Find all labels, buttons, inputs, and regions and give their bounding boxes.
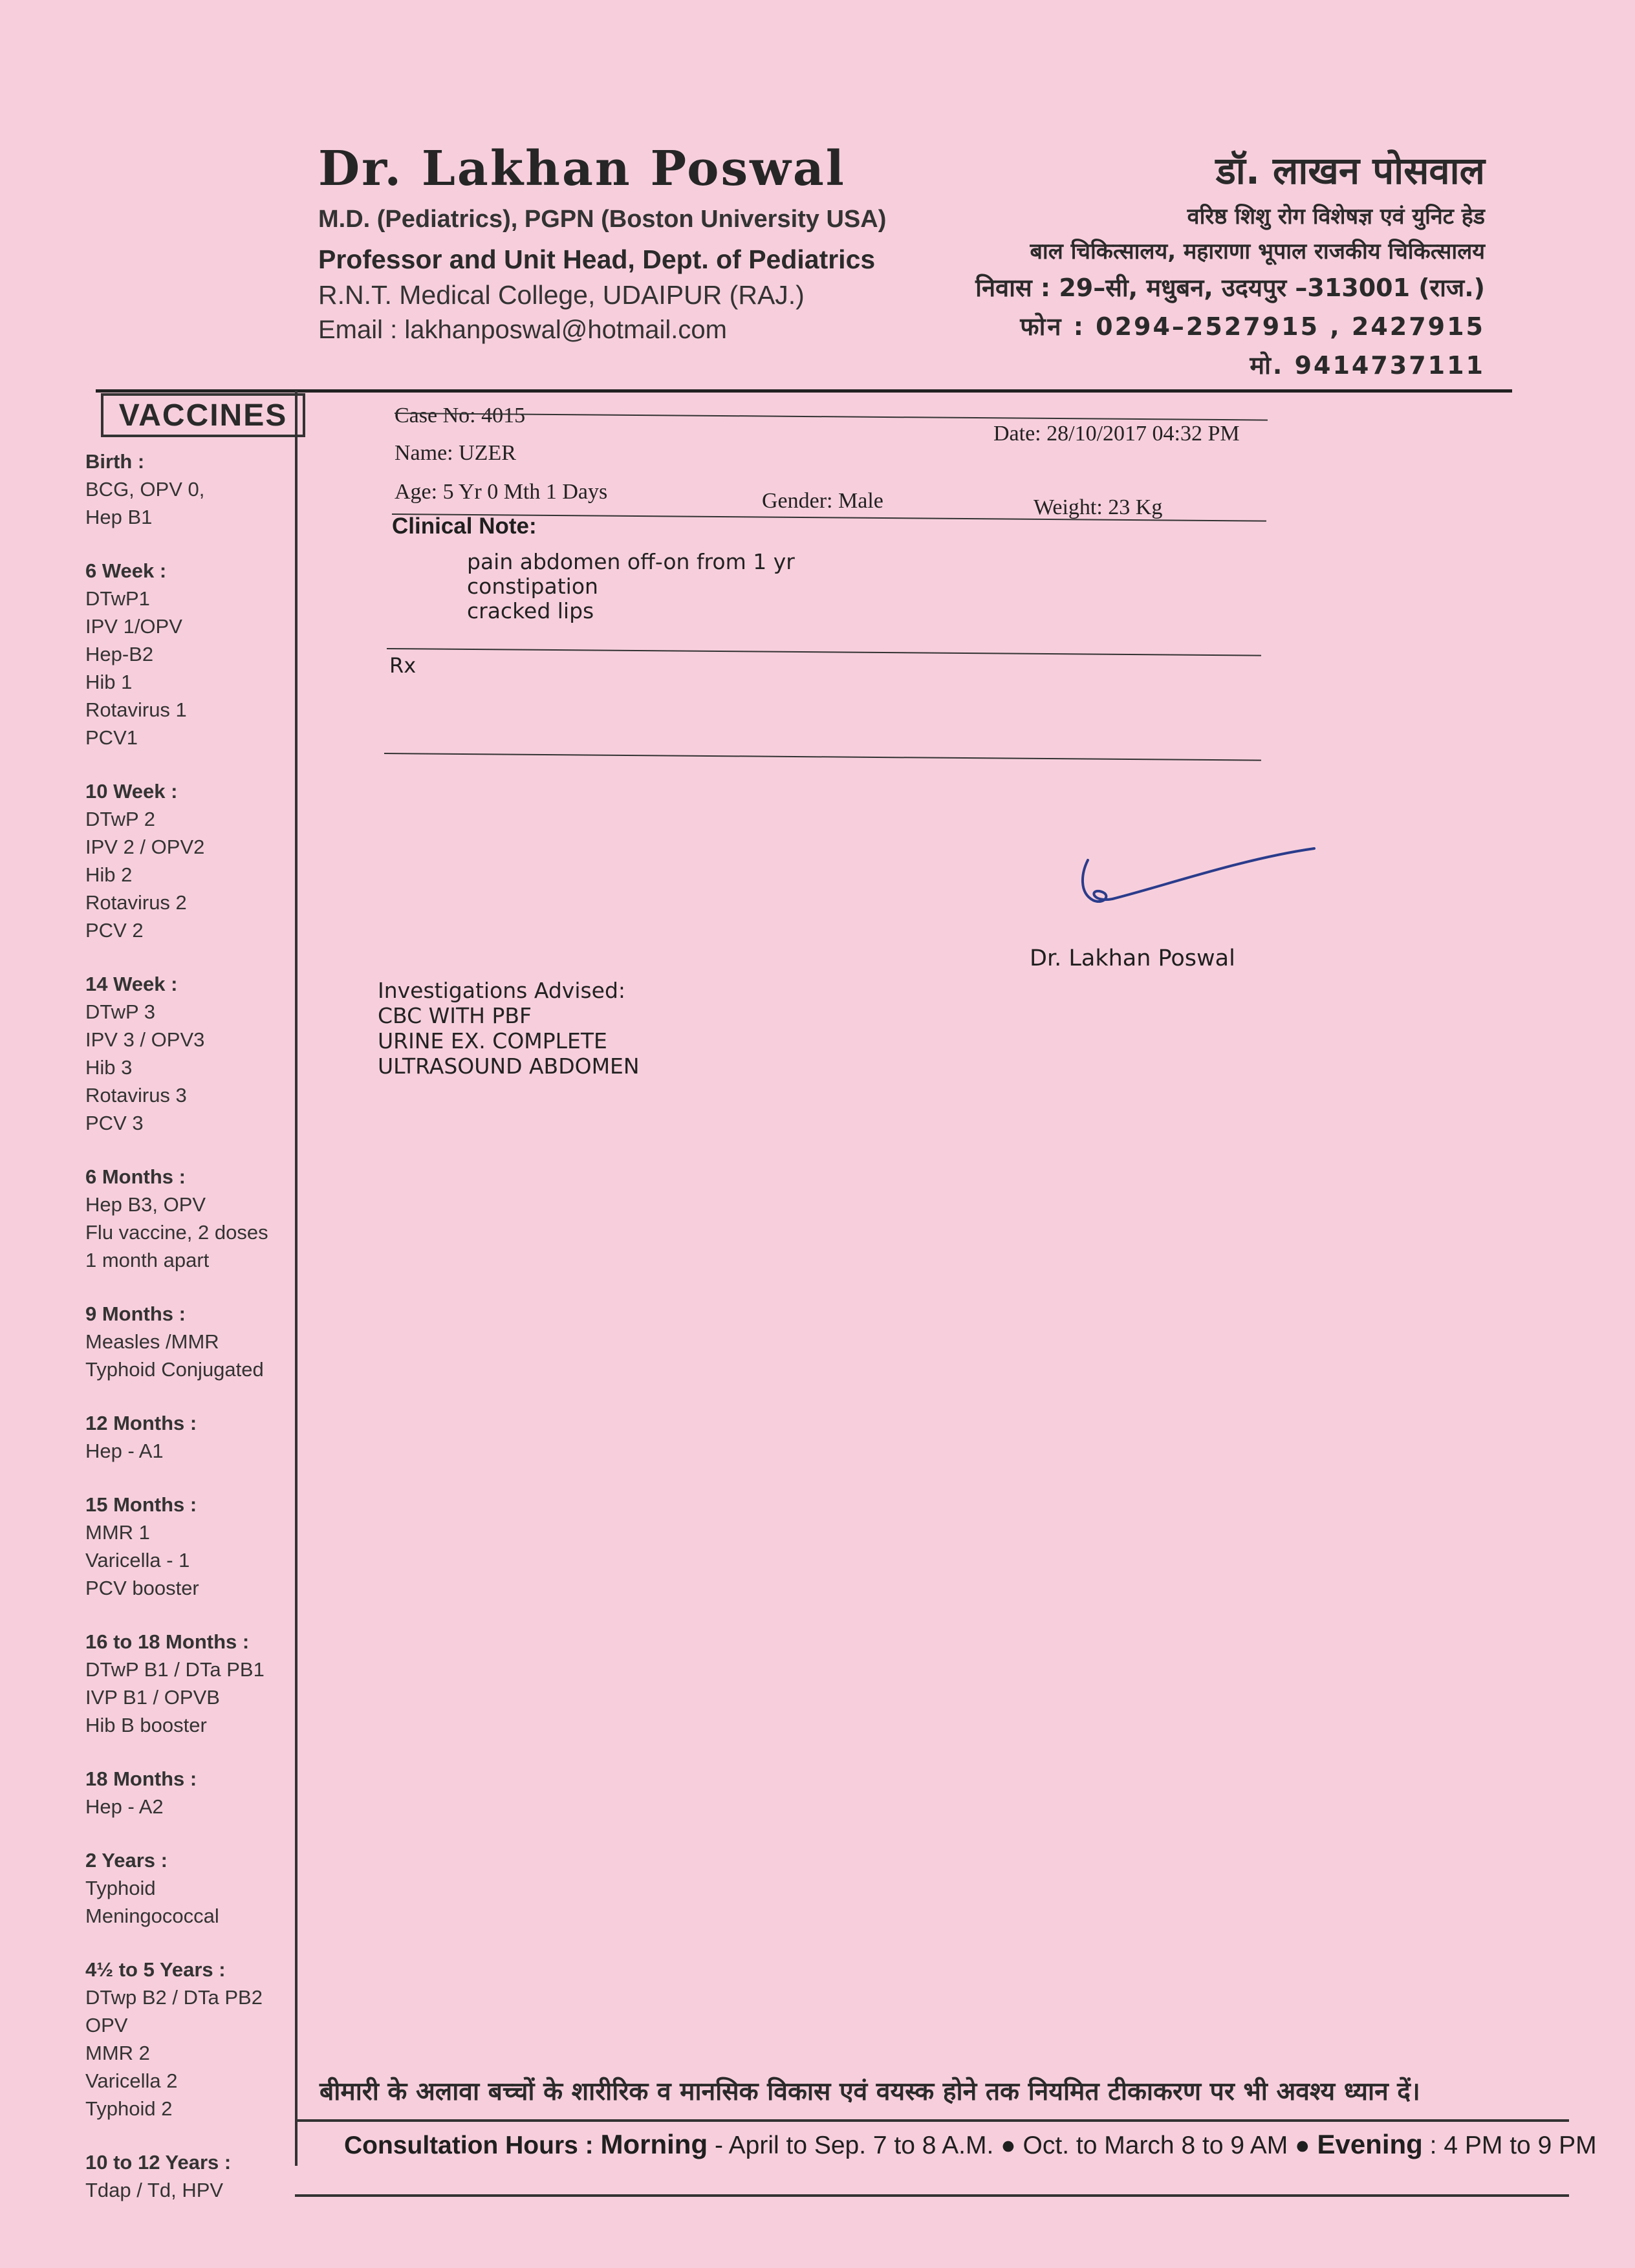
vaccine-group-heading: 10 to 12 Years : [85, 2151, 232, 2174]
vaccine-item: 1 month apart [85, 1249, 210, 1271]
vaccine-item: MMR 1 [85, 1521, 150, 1544]
rule-line [384, 753, 1261, 761]
vaccine-item: Measles /MMR [85, 1330, 219, 1353]
vaccine-item: Hep - A1 [85, 1440, 164, 1462]
morning-label: Morning [600, 2129, 708, 2159]
vaccine-item: PCV 2 [85, 919, 144, 942]
hindi-mobile: मो. 9414737111 [1250, 351, 1485, 380]
doctor-designation: Professor and Unit Head, Dept. of Pediatrics [318, 244, 876, 274]
vaccine-group-heading: 14 Week : [85, 973, 178, 995]
vaccine-item: OPV [85, 2014, 128, 2036]
hindi-address: निवास : 29–सी, मधुबन, उदयपुर –313001 (राज.) [975, 274, 1485, 302]
vaccine-item: Rotavirus 1 [85, 698, 187, 721]
consultation-hours [344, 2129, 1597, 2160]
rule-line [395, 413, 1268, 421]
investigations-title: Investigations Advised: [378, 978, 626, 1003]
patient-age: Age: 5 Yr 0 Mth 1 Days [395, 480, 608, 504]
patient-gender: Gender: Male [762, 489, 883, 513]
morning-hours: - April to Sep. 7 to 8 A.M. ● Oct. to March 8 to 9 AM ● [714, 2132, 1310, 2159]
vaccine-item: Flu vaccine, 2 doses [85, 1221, 268, 1244]
rx-label: Rx [389, 653, 417, 678]
vaccine-item: DTwP 2 [85, 808, 155, 830]
vaccine-group-heading: 12 Months : [85, 1412, 197, 1434]
vaccine-item: PCV1 [85, 726, 138, 749]
vaccine-item: Hib 2 [85, 863, 133, 886]
vaccine-group-heading: Birth : [85, 450, 145, 473]
vaccine-item: Hep - A2 [85, 1795, 164, 1818]
vaccine-item: MMR 2 [85, 2042, 150, 2064]
vaccine-item: DTwp B2 / DTa PB2 [85, 1986, 263, 2009]
footer-divider-top [295, 2119, 1569, 2122]
vaccine-item: Typhoid 2 [85, 2097, 173, 2120]
footer-divider-bottom [295, 2194, 1569, 2197]
vaccine-group-heading: 6 Week : [85, 559, 167, 582]
hindi-phone: फोन : 0294–2527915 , 2427915 [1020, 312, 1485, 341]
hindi-advice: बीमारी के अलावा बच्चों के शारीरिक व मानसिक विकास एवं वयस्क होने तक नियमित टीकाकरण पर भी अवश्य ध्यान दें। [319, 2077, 1420, 2106]
vaccine-group [85, 1409, 299, 1465]
investigation-item: ULTRASOUND ABDOMEN [378, 1053, 640, 1079]
hindi-hospital: बाल चिकित्सालय, महाराणा भूपाल राजकीय चिकित्सालय [1030, 239, 1485, 265]
clinical-note-title: Clinical Note: [392, 513, 537, 539]
vaccine-item: PCV booster [85, 1577, 199, 1599]
vaccine-item: Varicella 2 [85, 2069, 178, 2092]
vaccine-group-heading: 15 Months : [85, 1493, 197, 1516]
vaccine-item: Typhoid [85, 1877, 156, 1899]
vaccine-group [85, 1163, 299, 1274]
vaccine-group [85, 557, 299, 751]
hours-label: Consultation Hours : [344, 2132, 594, 2159]
vaccine-item: Meningococcal [85, 1905, 219, 1927]
vaccine-item: Hib B booster [85, 1714, 207, 1736]
vaccine-item: IPV 3 / OPV3 [85, 1028, 205, 1051]
vaccine-group-heading: 4½ to 5 Years : [85, 1958, 226, 1981]
email-label: Email : [318, 316, 398, 344]
email-address: lakhanposwal@hotmail.com [404, 316, 727, 344]
hindi-designation: वरिष्ठ शिशु रोग विशेषज्ञ एवं युनिट हेड [1187, 204, 1485, 230]
vaccines-title: VACCINES [101, 393, 305, 437]
clinical-note-line: pain abdomen off-on from 1 yr [467, 549, 795, 574]
vaccine-group [85, 1628, 299, 1739]
vaccine-item: Varicella - 1 [85, 1549, 190, 1571]
signature-mark [1074, 841, 1319, 918]
header-divider [96, 389, 1512, 393]
vaccine-group [85, 2148, 299, 2204]
doctor-qualifications: M.D. (Pediatrics), PGPN (Boston University USA) [318, 206, 887, 233]
email-line [318, 316, 727, 345]
vaccine-item: Rotavirus 3 [85, 1084, 187, 1107]
signature-name: Dr. Lakhan Poswal [1030, 945, 1235, 971]
vaccine-group [85, 970, 299, 1137]
vaccine-group-heading: 9 Months : [85, 1302, 186, 1325]
vaccine-item: DTwP1 [85, 587, 150, 610]
clinical-note-line: constipation [467, 574, 598, 599]
investigation-item: CBC WITH PBF [378, 1003, 532, 1028]
clinical-note-line: cracked lips [467, 598, 594, 623]
doctor-college: R.N.T. Medical College, UDAIPUR (RAJ.) [318, 280, 805, 310]
vaccine-item: DTwP B1 / DTa PB1 [85, 1658, 265, 1681]
vaccine-group-heading: 16 to 18 Months : [85, 1630, 250, 1653]
patient-weight: Weight: 23 Kg [1034, 495, 1163, 519]
vaccine-group [85, 1300, 299, 1383]
vaccine-group [85, 1846, 299, 1930]
evening-hours: : 4 PM to 9 PM [1429, 2132, 1597, 2159]
vaccine-item: DTwP 3 [85, 1000, 155, 1023]
vaccine-group [85, 448, 299, 531]
vaccine-group [85, 777, 299, 944]
vaccine-item: PCV 3 [85, 1112, 144, 1134]
vaccine-group [85, 1765, 299, 1820]
vaccine-item: Tdap / Td, HPV [85, 2179, 224, 2201]
case-number: Case No: 4015 [395, 404, 526, 427]
vaccine-item: IPV 1/OPV [85, 615, 182, 638]
vaccine-item: Hep-B2 [85, 643, 154, 665]
vaccine-item: BCG, OPV 0, [85, 478, 205, 501]
vaccine-item: IVP B1 / OPVB [85, 1686, 220, 1709]
vaccine-item: Hib 3 [85, 1056, 133, 1079]
vaccine-item: Hep B1 [85, 506, 153, 528]
vaccine-item: Rotavirus 2 [85, 891, 187, 914]
rule-line [387, 648, 1261, 656]
clinical-notes [467, 550, 795, 623]
vaccine-group [85, 1491, 299, 1602]
investigations [378, 978, 640, 1079]
vaccine-item: Hep B3, OPV [85, 1193, 206, 1216]
vaccine-group-heading: 18 Months : [85, 1767, 197, 1790]
vaccine-item: Typhoid Conjugated [85, 1358, 264, 1381]
evening-label: Evening [1317, 2129, 1423, 2159]
vaccine-schedule [85, 448, 299, 2230]
vaccine-item: Hib 1 [85, 671, 133, 693]
hindi-doctor-name: डॉ. लाखन पोसवाल [1215, 149, 1485, 193]
vaccine-group-heading: 2 Years : [85, 1849, 168, 1872]
patient-name: Name: UZER [395, 441, 516, 465]
vaccine-group-heading: 6 Months : [85, 1165, 186, 1188]
doctor-name: Dr. Lakhan Poswal [318, 141, 846, 197]
vaccine-item: IPV 2 / OPV2 [85, 836, 205, 858]
vaccine-group-heading: 10 Week : [85, 780, 178, 803]
investigation-item: URINE EX. COMPLETE [378, 1028, 607, 1053]
vaccine-group [85, 1956, 299, 2122]
visit-date: Date: 28/10/2017 04:32 PM [993, 422, 1240, 446]
